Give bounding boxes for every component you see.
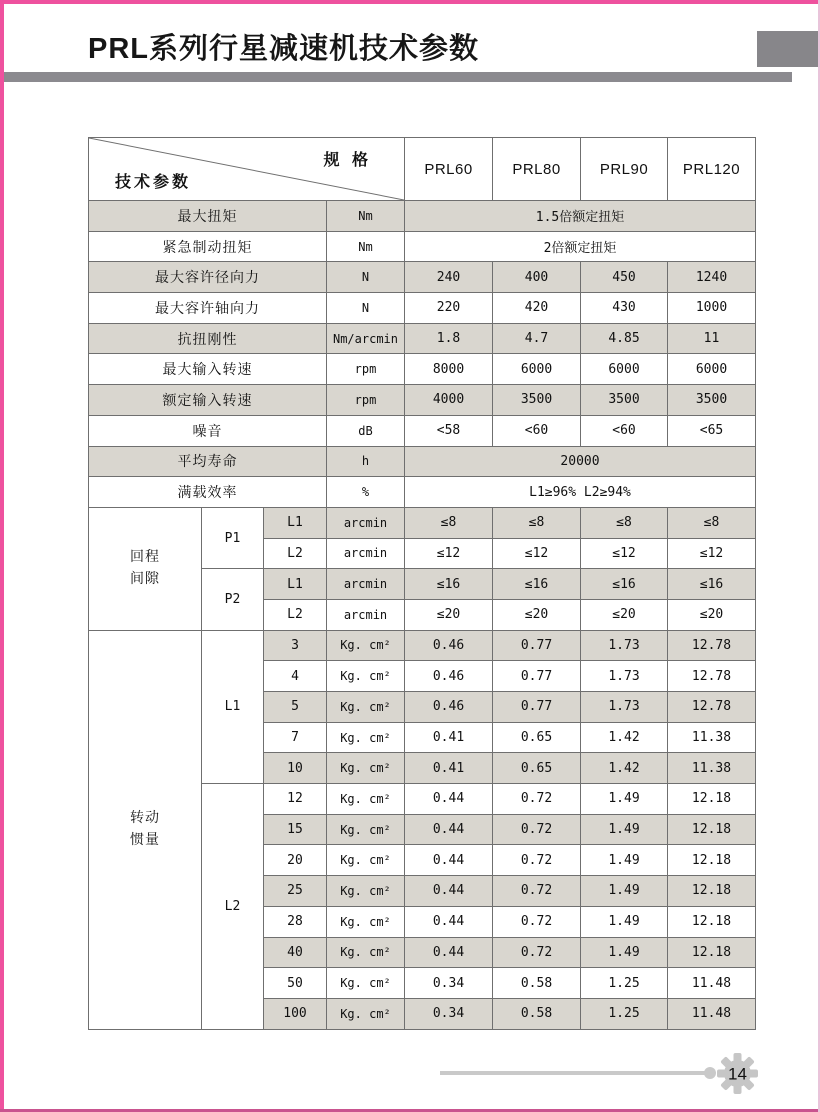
value-cell: 0.41 bbox=[405, 722, 493, 753]
value-cell: 0.72 bbox=[493, 876, 581, 907]
value-cell: 0.46 bbox=[405, 692, 493, 723]
value-cell: 0.77 bbox=[493, 630, 581, 661]
value-cell: ≤8 bbox=[493, 507, 581, 538]
table-row bbox=[89, 262, 756, 293]
title-underline-bar bbox=[4, 72, 792, 82]
unit-cell: arcmin bbox=[327, 507, 405, 538]
unit-cell: N bbox=[327, 262, 405, 293]
table-row bbox=[89, 507, 756, 538]
ratio-cell: 3 bbox=[264, 630, 327, 661]
param-name-cell: 最大扭矩 bbox=[89, 201, 327, 232]
value-cell: 11.38 bbox=[668, 753, 756, 784]
footer-dot bbox=[704, 1067, 716, 1079]
level-cell: L2 bbox=[264, 538, 327, 569]
value-cell: ≤12 bbox=[581, 538, 668, 569]
value-cell: 12.18 bbox=[668, 876, 756, 907]
value-cell: 1000 bbox=[668, 293, 756, 324]
model-header: PRL120 bbox=[668, 138, 756, 201]
param-name-cell: 噪音 bbox=[89, 415, 327, 446]
level-cell: L2 bbox=[264, 599, 327, 630]
param-name-cell: 平均寿命 bbox=[89, 446, 327, 477]
value-cell: ≤16 bbox=[668, 569, 756, 600]
backlash-group-cell bbox=[89, 507, 202, 630]
value-cell: ≤16 bbox=[581, 569, 668, 600]
unit-cell: Kg. cm² bbox=[327, 784, 405, 815]
value-cell: 1.49 bbox=[581, 876, 668, 907]
value-span-cell: L1≥96% L2≥94% bbox=[405, 477, 756, 508]
unit-cell: % bbox=[327, 477, 405, 508]
value-cell: <60 bbox=[493, 415, 581, 446]
value-cell: 12.78 bbox=[668, 692, 756, 723]
value-cell: ≤8 bbox=[405, 507, 493, 538]
unit-cell: rpm bbox=[327, 385, 405, 416]
ratio-cell: 4 bbox=[264, 661, 327, 692]
value-cell: 0.58 bbox=[493, 968, 581, 999]
table-row bbox=[89, 201, 756, 232]
value-cell: 0.41 bbox=[405, 753, 493, 784]
value-cell: 11.48 bbox=[668, 968, 756, 999]
unit-cell: arcmin bbox=[327, 569, 405, 600]
value-cell: 0.77 bbox=[493, 692, 581, 723]
value-cell: 0.44 bbox=[405, 814, 493, 845]
unit-cell: Kg. cm² bbox=[327, 906, 405, 937]
param-name-cell: 抗扭刚性 bbox=[89, 323, 327, 354]
page-number-gear-icon bbox=[716, 1052, 759, 1095]
value-cell: 0.44 bbox=[405, 876, 493, 907]
value-cell: 1.42 bbox=[581, 753, 668, 784]
value-cell: 1240 bbox=[668, 262, 756, 293]
table-row bbox=[89, 293, 756, 324]
unit-cell: Kg. cm² bbox=[327, 998, 405, 1029]
value-cell: 0.44 bbox=[405, 906, 493, 937]
level-cell: L1 bbox=[264, 507, 327, 538]
value-cell: 1.49 bbox=[581, 814, 668, 845]
value-cell: 4000 bbox=[405, 385, 493, 416]
value-cell: 1.42 bbox=[581, 722, 668, 753]
value-cell: 6000 bbox=[581, 354, 668, 385]
value-cell: 12.18 bbox=[668, 937, 756, 968]
value-cell: ≤12 bbox=[668, 538, 756, 569]
value-cell: 11.38 bbox=[668, 722, 756, 753]
value-cell: 12.18 bbox=[668, 906, 756, 937]
value-span-cell: 2倍额定扭矩 bbox=[405, 231, 756, 262]
value-cell: 3500 bbox=[493, 385, 581, 416]
grade-cell: P1 bbox=[202, 507, 264, 568]
unit-cell: Kg. cm² bbox=[327, 661, 405, 692]
value-cell: 12.18 bbox=[668, 845, 756, 876]
ratio-cell: 12 bbox=[264, 784, 327, 815]
group-label-line: 间隙 bbox=[130, 570, 160, 587]
spec-table bbox=[88, 137, 756, 1030]
value-cell: ≤8 bbox=[581, 507, 668, 538]
unit-cell: N bbox=[327, 293, 405, 324]
param-name-cell: 最大容许轴向力 bbox=[89, 293, 327, 324]
spec-corner-label: 规 格 bbox=[323, 152, 372, 169]
param-name-cell: 最大容许径向力 bbox=[89, 262, 327, 293]
value-cell: 6000 bbox=[668, 354, 756, 385]
value-cell: 1.25 bbox=[581, 968, 668, 999]
value-cell: ≤20 bbox=[493, 599, 581, 630]
value-cell: <60 bbox=[581, 415, 668, 446]
footer-rule bbox=[440, 1071, 712, 1075]
table-row bbox=[89, 385, 756, 416]
value-cell: 1.49 bbox=[581, 906, 668, 937]
page-border-top bbox=[0, 0, 820, 4]
unit-cell: Kg. cm² bbox=[327, 722, 405, 753]
value-cell: 220 bbox=[405, 293, 493, 324]
page-number: 14 bbox=[728, 1064, 747, 1084]
param-corner-label: 技术参数 bbox=[115, 174, 192, 191]
unit-cell: Nm bbox=[327, 231, 405, 262]
unit-cell: Nm bbox=[327, 201, 405, 232]
group-label-line: 惯量 bbox=[130, 831, 160, 848]
model-header: PRL80 bbox=[493, 138, 581, 201]
level-group-cell: L1 bbox=[202, 630, 264, 783]
value-cell: ≤16 bbox=[493, 569, 581, 600]
value-cell: <58 bbox=[405, 415, 493, 446]
ratio-cell: 20 bbox=[264, 845, 327, 876]
value-cell: 400 bbox=[493, 262, 581, 293]
value-cell: 0.72 bbox=[493, 814, 581, 845]
grade-cell: P2 bbox=[202, 569, 264, 630]
unit-cell: arcmin bbox=[327, 538, 405, 569]
value-cell: 430 bbox=[581, 293, 668, 324]
param-name-cell: 额定输入转速 bbox=[89, 385, 327, 416]
value-cell: 1.73 bbox=[581, 661, 668, 692]
unit-cell: Kg. cm² bbox=[327, 876, 405, 907]
unit-cell: Kg. cm² bbox=[327, 753, 405, 784]
value-span-cell: 1.5倍额定扭矩 bbox=[405, 201, 756, 232]
ratio-cell: 5 bbox=[264, 692, 327, 723]
unit-cell: rpm bbox=[327, 354, 405, 385]
value-cell: <65 bbox=[668, 415, 756, 446]
value-cell: 3500 bbox=[668, 385, 756, 416]
unit-cell: h bbox=[327, 446, 405, 477]
unit-cell: Kg. cm² bbox=[327, 937, 405, 968]
value-cell: 12.78 bbox=[668, 661, 756, 692]
value-cell: 6000 bbox=[493, 354, 581, 385]
group-label-line: 转动 bbox=[130, 809, 160, 826]
value-cell: 1.49 bbox=[581, 845, 668, 876]
value-cell: ≤16 bbox=[405, 569, 493, 600]
table-row bbox=[89, 415, 756, 446]
value-cell: 12.18 bbox=[668, 784, 756, 815]
value-cell: 0.72 bbox=[493, 937, 581, 968]
value-cell: 0.65 bbox=[493, 722, 581, 753]
value-cell: 420 bbox=[493, 293, 581, 324]
value-cell: 0.72 bbox=[493, 784, 581, 815]
unit-cell: Kg. cm² bbox=[327, 814, 405, 845]
value-cell: 11 bbox=[668, 323, 756, 354]
value-cell: ≤20 bbox=[581, 599, 668, 630]
level-group-cell: L2 bbox=[202, 784, 264, 1030]
table-row bbox=[89, 477, 756, 508]
value-cell: 1.49 bbox=[581, 784, 668, 815]
model-header: PRL90 bbox=[581, 138, 668, 201]
ratio-cell: 100 bbox=[264, 998, 327, 1029]
param-name-cell: 紧急制动扭矩 bbox=[89, 231, 327, 262]
unit-cell: arcmin bbox=[327, 599, 405, 630]
model-header: PRL60 bbox=[405, 138, 493, 201]
value-cell: 1.25 bbox=[581, 998, 668, 1029]
value-cell: 0.46 bbox=[405, 661, 493, 692]
value-cell: 8000 bbox=[405, 354, 493, 385]
value-cell: 1.73 bbox=[581, 630, 668, 661]
level-cell: L1 bbox=[264, 569, 327, 600]
ratio-cell: 40 bbox=[264, 937, 327, 968]
value-cell: 0.34 bbox=[405, 968, 493, 999]
value-cell: 0.65 bbox=[493, 753, 581, 784]
diagonal-header-cell bbox=[89, 138, 405, 201]
value-cell: 240 bbox=[405, 262, 493, 293]
value-cell: 0.72 bbox=[493, 906, 581, 937]
ratio-cell: 7 bbox=[264, 722, 327, 753]
value-cell: 0.44 bbox=[405, 937, 493, 968]
ratio-cell: 28 bbox=[264, 906, 327, 937]
table-row bbox=[89, 446, 756, 477]
value-span-cell: 20000 bbox=[405, 446, 756, 477]
page-title: PRL系列行星减速机技术参数 bbox=[88, 33, 480, 65]
value-cell: 0.44 bbox=[405, 784, 493, 815]
value-cell: 450 bbox=[581, 262, 668, 293]
ratio-cell: 10 bbox=[264, 753, 327, 784]
value-cell: 12.78 bbox=[668, 630, 756, 661]
ratio-cell: 15 bbox=[264, 814, 327, 845]
ratio-cell: 25 bbox=[264, 876, 327, 907]
unit-cell: Nm/arcmin bbox=[327, 323, 405, 354]
unit-cell: dB bbox=[327, 415, 405, 446]
value-cell: 0.72 bbox=[493, 845, 581, 876]
unit-cell: Kg. cm² bbox=[327, 692, 405, 723]
param-name-cell: 满载效率 bbox=[89, 477, 327, 508]
value-cell: 4.7 bbox=[493, 323, 581, 354]
value-cell: 1.8 bbox=[405, 323, 493, 354]
table-row bbox=[89, 630, 756, 661]
value-cell: 0.46 bbox=[405, 630, 493, 661]
param-name-cell: 最大输入转速 bbox=[89, 354, 327, 385]
value-cell: ≤12 bbox=[405, 538, 493, 569]
value-cell: 12.18 bbox=[668, 814, 756, 845]
page-border-left bbox=[0, 0, 4, 1112]
group-label-line: 回程 bbox=[130, 549, 160, 566]
value-cell: 1.73 bbox=[581, 692, 668, 723]
table-header-row bbox=[89, 138, 756, 201]
unit-cell: Kg. cm² bbox=[327, 968, 405, 999]
ratio-cell: 50 bbox=[264, 968, 327, 999]
table-row bbox=[89, 231, 756, 262]
value-cell: 0.44 bbox=[405, 845, 493, 876]
value-cell: ≤8 bbox=[668, 507, 756, 538]
value-cell: 0.58 bbox=[493, 998, 581, 1029]
value-cell: 4.85 bbox=[581, 323, 668, 354]
value-cell: 3500 bbox=[581, 385, 668, 416]
value-cell: 0.34 bbox=[405, 998, 493, 1029]
value-cell: ≤20 bbox=[405, 599, 493, 630]
value-cell: 1.49 bbox=[581, 937, 668, 968]
table-row bbox=[89, 323, 756, 354]
header-accent-square bbox=[757, 31, 820, 67]
unit-cell: Kg. cm² bbox=[327, 630, 405, 661]
value-cell: ≤12 bbox=[493, 538, 581, 569]
value-cell: ≤20 bbox=[668, 599, 756, 630]
unit-cell: Kg. cm² bbox=[327, 845, 405, 876]
table-row bbox=[89, 354, 756, 385]
value-cell: 11.48 bbox=[668, 998, 756, 1029]
inertia-group-cell bbox=[89, 630, 202, 1029]
value-cell: 0.77 bbox=[493, 661, 581, 692]
